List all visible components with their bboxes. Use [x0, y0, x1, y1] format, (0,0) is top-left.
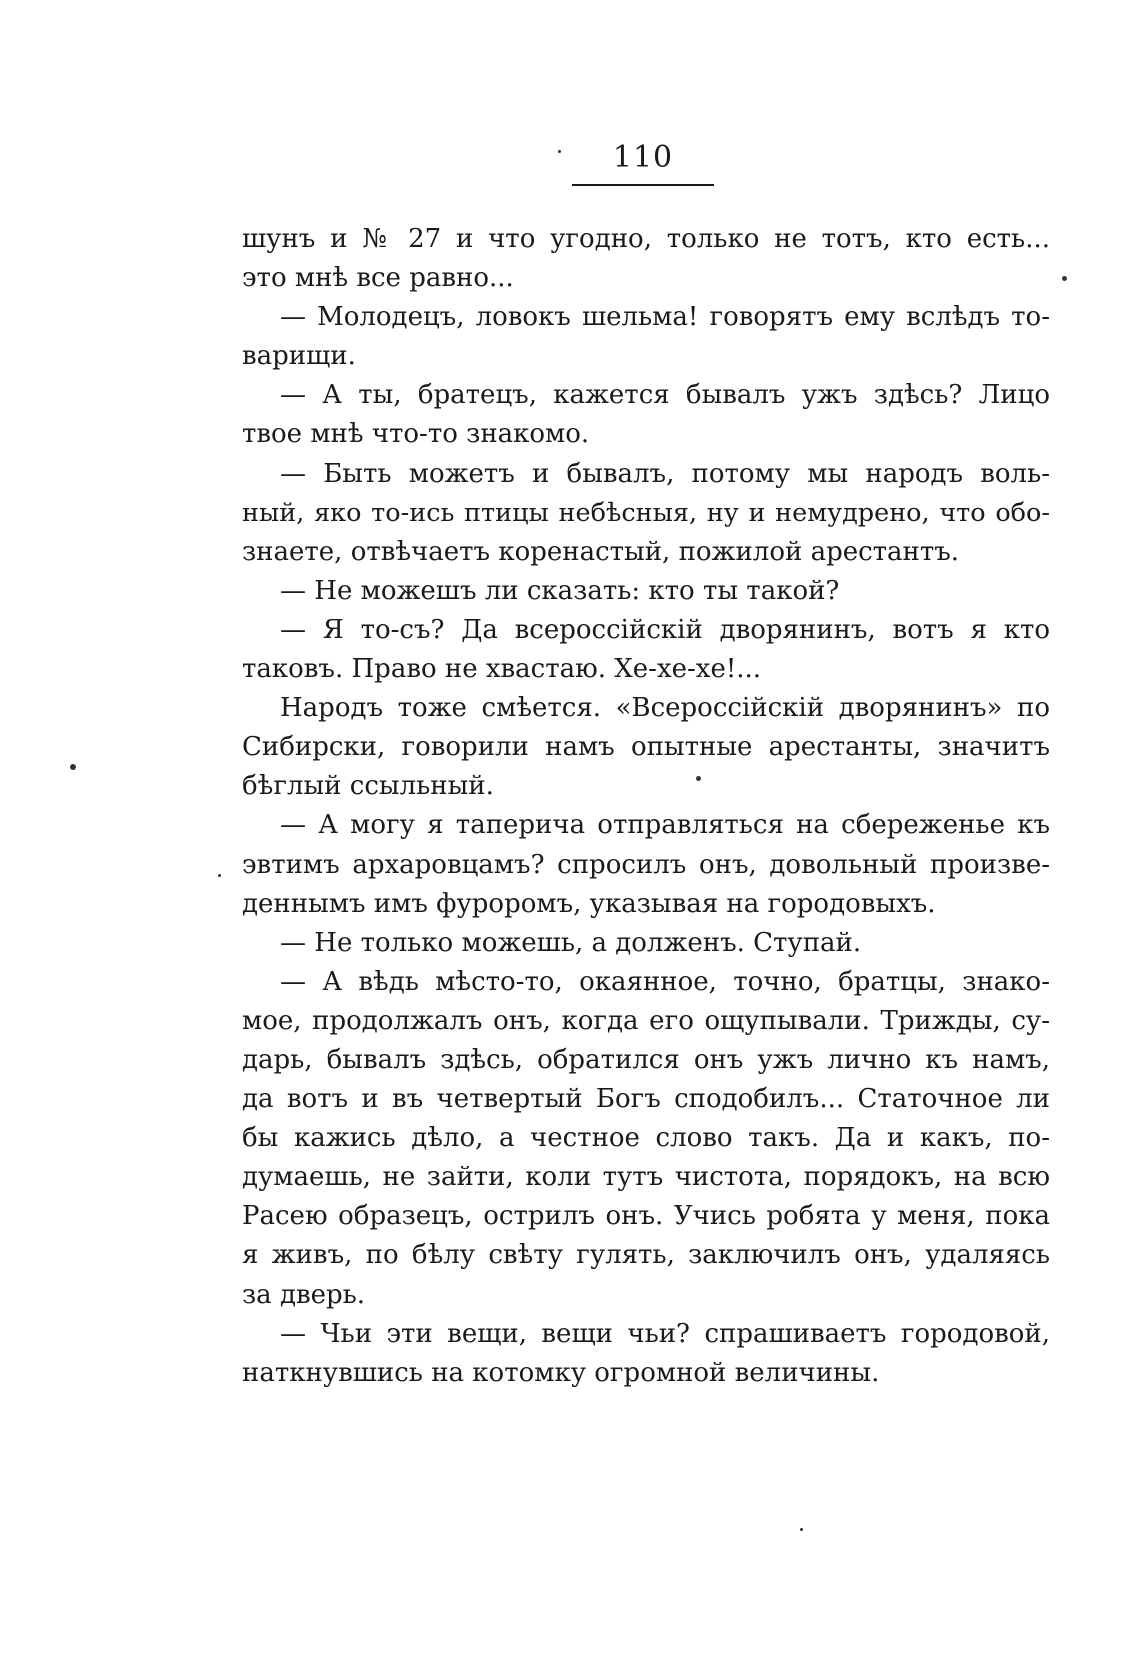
text-line: Расею образецъ, острилъ онъ. Учись робята у меня, пока: [242, 1201, 1050, 1232]
text-line: бы кажись дѣло, а честное слово такъ. Да и какъ, по-: [242, 1123, 1050, 1154]
text-line: да вотъ и въ четвертый Богъ сподобилъ... Статочное ли: [242, 1084, 1050, 1115]
text-line: шунъ и № 27 и что угодно, только не тотъ, кто есть...: [242, 224, 1050, 254]
text-line: твое мнѣ что-то знакомо.: [242, 419, 590, 450]
scan-speck: [218, 874, 221, 877]
text-line: это мнѣ все равно...: [242, 263, 514, 294]
text-line: — Быть можетъ и бывалъ, потому мы народъ воль-: [280, 458, 1050, 489]
text-line: — Чьи эти вещи, вещи чьи? спрашиваетъ городовой,: [280, 1318, 1050, 1349]
scan-speck: [1062, 276, 1067, 281]
text-line: — Не только можешь, а долженъ. Ступай.: [280, 927, 862, 958]
text-line: я живъ, по бѣлу свѣту гулять, заключилъ онъ, удаляясь: [242, 1240, 1050, 1271]
text-line: — А ты, братецъ, кажется бывалъ ужъ здѣсь? Лицо: [280, 380, 1050, 411]
text-line: знаете, отвѣчаетъ коренастый, пожилой арестантъ.: [242, 536, 960, 567]
scan-speck: [558, 150, 561, 153]
text-line: Сибирски, говорили намъ опытные арестанты, значитъ: [242, 732, 1050, 763]
text-line: эвтимъ архаровцамъ? спросилъ онъ, довольный произве-: [242, 849, 1050, 880]
text-line: думаешь, не зайти, коли тутъ чистота, порядокъ, на всю: [242, 1162, 1050, 1193]
text-line: мое, продолжалъ онъ, когда его ощупывали. Трижды, су-: [242, 1005, 1050, 1036]
text-line: — Я то-съ? Да всероссійскій дворянинъ, вотъ я кто: [280, 614, 1050, 645]
text-line: — Не можешъ ли сказать: кто ты такой?: [280, 575, 840, 606]
text-line: таковъ. Право не хвастаю. Хе-хе-хе!...: [242, 654, 762, 685]
text-line: за дверь.: [242, 1279, 366, 1310]
text-line: ный, яко то-ись птицы небѣсныя, ну и немудрено, что обо-: [242, 497, 1050, 528]
text-line: деннымъ имъ фуроромъ, указывая на городовыхъ.: [242, 888, 936, 919]
page-number-rule: [572, 184, 714, 186]
text-line: — А вѣдь мѣсто-то, окаянное, точно, братцы, знако-: [280, 966, 1050, 997]
text-line: варищи.: [242, 341, 356, 372]
text-line: — А могу я таперича отправляться на сбереженье къ: [280, 810, 1050, 841]
text-line: дарь, бывалъ здѣсь, обратился онъ ужъ лично къ намъ,: [242, 1044, 1050, 1075]
text-line: бѣглый ссыльный.: [242, 771, 494, 802]
text-line: Народъ тоже смѣется. «Всероссійскій дворянинъ» по: [280, 693, 1050, 724]
scan-speck: [70, 764, 76, 770]
text-line: — Молодецъ, ловокъ шельма! говорятъ ему вслѣдъ то-: [280, 302, 1050, 333]
scan-speck: [800, 1528, 803, 1531]
page-number: 110: [612, 140, 674, 175]
text-line: наткнувшись на котомку огромной величины.: [242, 1357, 880, 1388]
scan-speck: [696, 776, 701, 781]
body-text: [242, 220, 1050, 1393]
